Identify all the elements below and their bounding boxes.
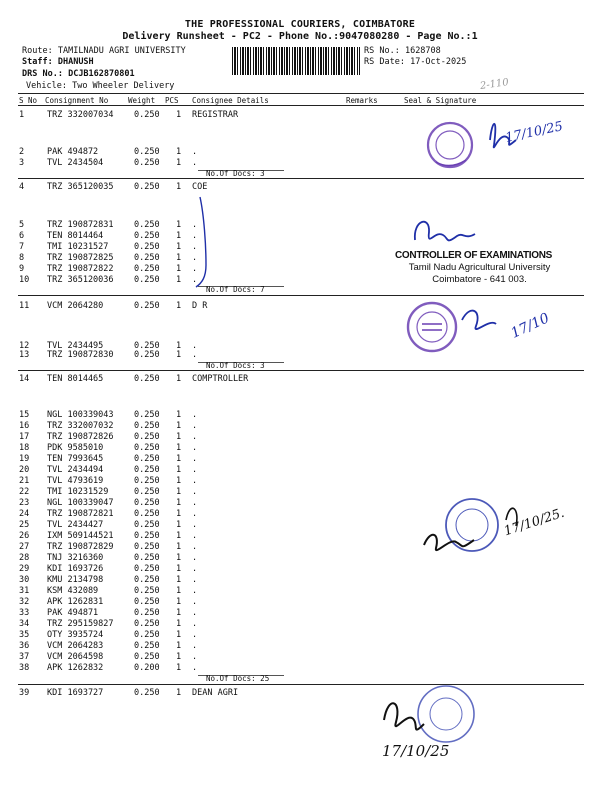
row-consignee: . bbox=[192, 553, 198, 563]
handwritten-date: 17/10/25 bbox=[382, 742, 450, 760]
rs-date-label: RS Date: bbox=[364, 57, 405, 67]
row-consignee: . bbox=[192, 275, 198, 285]
row-sno: 18 bbox=[19, 443, 30, 453]
row-sno: 4 bbox=[19, 182, 25, 192]
row-weight: 0.250 bbox=[134, 454, 160, 464]
row-weight: 0.250 bbox=[134, 350, 160, 360]
row-consignment-no: TVL 4793619 bbox=[47, 476, 104, 486]
row-weight: 0.250 bbox=[134, 147, 160, 157]
row-sno: 22 bbox=[19, 487, 30, 497]
col-consignee: Consignee Details bbox=[192, 96, 269, 105]
row-pcs: 1 bbox=[176, 264, 182, 274]
row-weight: 0.250 bbox=[134, 110, 160, 120]
row-consignee: COE bbox=[192, 182, 208, 192]
row-pcs: 1 bbox=[176, 476, 182, 486]
row-consignment-no: TMI 10231527 bbox=[47, 242, 109, 252]
row-sno: 17 bbox=[19, 432, 30, 442]
row-weight: 0.200 bbox=[134, 663, 160, 673]
rs-no-value: 1628708 bbox=[404, 46, 441, 56]
row-sno: 27 bbox=[19, 542, 30, 552]
row-pcs: 1 bbox=[176, 586, 182, 596]
row-consignment-no: TRZ 332007032 bbox=[47, 421, 114, 431]
row-pcs: 1 bbox=[176, 110, 182, 120]
row-consignee: . bbox=[192, 465, 198, 475]
row-consignee: . bbox=[192, 242, 198, 252]
row-consignment-no: TRZ 295159827 bbox=[47, 619, 114, 629]
row-sno: 26 bbox=[19, 531, 30, 541]
vehicle-line bbox=[26, 81, 174, 91]
row-pcs: 1 bbox=[176, 608, 182, 618]
row-consignee: . bbox=[192, 432, 198, 442]
row-sno: 29 bbox=[19, 564, 30, 574]
route-line bbox=[22, 46, 186, 56]
row-sno: 20 bbox=[19, 465, 30, 475]
row-pcs: 1 bbox=[176, 374, 182, 384]
row-sno: 2 bbox=[19, 147, 25, 157]
col-remarks: Remarks bbox=[346, 96, 378, 105]
row-weight: 0.250 bbox=[134, 487, 160, 497]
row-pcs: 1 bbox=[176, 619, 182, 629]
row-consignee: D R bbox=[192, 301, 208, 311]
row-consignee: . bbox=[192, 586, 198, 596]
route-label: Route: bbox=[22, 46, 53, 56]
row-sno: 6 bbox=[19, 231, 25, 241]
row-sno: 11 bbox=[19, 301, 30, 311]
row-pcs: 1 bbox=[176, 465, 182, 475]
row-weight: 0.250 bbox=[134, 586, 160, 596]
row-pcs: 1 bbox=[176, 220, 182, 230]
row-pcs: 1 bbox=[176, 350, 182, 360]
row-pcs: 1 bbox=[176, 301, 182, 311]
row-consignment-no: TRZ 365120036 bbox=[47, 275, 114, 285]
row-pcs: 1 bbox=[176, 341, 182, 351]
row-pcs: 1 bbox=[176, 443, 182, 453]
row-sno: 24 bbox=[19, 509, 30, 519]
rs-no-label: RS No.: bbox=[364, 46, 400, 56]
row-pcs: 1 bbox=[176, 231, 182, 241]
row-consignee: . bbox=[192, 575, 198, 585]
drs-line bbox=[22, 69, 135, 79]
row-sno: 23 bbox=[19, 498, 30, 508]
row-weight: 0.250 bbox=[134, 553, 160, 563]
row-consignment-no: TMI 10231529 bbox=[47, 487, 109, 497]
rs-date-line bbox=[364, 57, 466, 67]
row-consignment-no: TRZ 190872825 bbox=[47, 253, 114, 263]
row-sno: 15 bbox=[19, 410, 30, 420]
row-consignee: . bbox=[192, 520, 198, 530]
row-weight: 0.250 bbox=[134, 264, 160, 274]
staff-line bbox=[22, 57, 94, 67]
row-consignment-no: TNJ 3216360 bbox=[47, 553, 104, 563]
row-consignee: . bbox=[192, 341, 198, 351]
row-pcs: 1 bbox=[176, 275, 182, 285]
row-consignee: . bbox=[192, 652, 198, 662]
col-weight: Weight bbox=[128, 96, 156, 105]
row-sno: 33 bbox=[19, 608, 30, 618]
row-consignee: DEAN AGRI bbox=[192, 688, 239, 698]
row-sno: 28 bbox=[19, 553, 30, 563]
row-weight: 0.250 bbox=[134, 301, 160, 311]
row-sno: 9 bbox=[19, 264, 25, 274]
row-weight: 0.250 bbox=[134, 688, 160, 698]
row-consignment-no: VCM 2064598 bbox=[47, 652, 104, 662]
row-sno: 35 bbox=[19, 630, 30, 640]
handwritten-date: 17/10 bbox=[508, 310, 552, 342]
row-consignee: . bbox=[192, 564, 198, 574]
row-consignee: COMPTROLLER bbox=[192, 374, 249, 384]
row-consignment-no: VCM 2064280 bbox=[47, 301, 104, 311]
row-consignee: . bbox=[192, 498, 198, 508]
comptroller-stamp-signature bbox=[420, 490, 570, 570]
row-pcs: 1 bbox=[176, 498, 182, 508]
row-pcs: 1 bbox=[176, 147, 182, 157]
row-consignment-no: KMU 2134798 bbox=[47, 575, 104, 585]
row-weight: 0.250 bbox=[134, 421, 160, 431]
row-weight: 0.250 bbox=[134, 509, 160, 519]
doc-count: No.Of Docs: 25 bbox=[206, 674, 270, 683]
row-sno: 3 bbox=[19, 158, 25, 168]
row-consignment-no: TRZ 190872821 bbox=[47, 509, 114, 519]
route-value: TAMILNADU AGRI UNIVERSITY bbox=[57, 46, 186, 56]
col-consignment: Consignment No bbox=[45, 96, 109, 105]
row-sno: 34 bbox=[19, 619, 30, 629]
row-consignment-no: TVL 2434427 bbox=[47, 520, 104, 530]
row-consignee: . bbox=[192, 350, 198, 360]
row-pcs: 1 bbox=[176, 487, 182, 497]
row-weight: 0.250 bbox=[134, 410, 160, 420]
vehicle-value: Two Wheeler Delivery bbox=[72, 81, 175, 91]
row-consignment-no: TRZ 190872829 bbox=[47, 542, 114, 552]
header-top-rule bbox=[18, 93, 584, 94]
row-weight: 0.250 bbox=[134, 476, 160, 486]
row-pcs: 1 bbox=[176, 597, 182, 607]
row-weight: 0.250 bbox=[134, 253, 160, 263]
row-consignment-no: TVL 2434495 bbox=[47, 341, 104, 351]
row-pcs: 1 bbox=[176, 688, 182, 698]
vehicle-label: Vehicle: bbox=[26, 81, 67, 91]
row-consignee: . bbox=[192, 158, 198, 168]
row-weight: 0.250 bbox=[134, 520, 160, 530]
row-pcs: 1 bbox=[176, 531, 182, 541]
row-consignment-no: APK 1262831 bbox=[47, 597, 104, 607]
row-sno: 38 bbox=[19, 663, 30, 673]
row-consignment-no: TVL 2434504 bbox=[47, 158, 104, 168]
row-consignment-no: NGL 100339043 bbox=[47, 410, 114, 420]
row-consignment-no: TRZ 190872830 bbox=[47, 350, 114, 360]
row-consignee: . bbox=[192, 443, 198, 453]
coe-signature bbox=[405, 210, 485, 255]
row-consignee: . bbox=[192, 476, 198, 486]
row-consignment-no: PAK 494872 bbox=[47, 147, 99, 157]
row-consignment-no: TRZ 365120035 bbox=[47, 182, 114, 192]
row-weight: 0.250 bbox=[134, 158, 160, 168]
row-consignment-no: TRZ 332007034 bbox=[47, 110, 114, 120]
coe-stamp-line2: Coimbatore - 641 003. bbox=[432, 274, 527, 285]
handwritten-date: 17/10/25 bbox=[504, 119, 565, 146]
doc-count: No.Of Docs: 7 bbox=[206, 285, 265, 294]
row-consignee: . bbox=[192, 253, 198, 263]
row-weight: 0.250 bbox=[134, 597, 160, 607]
row-consignee: . bbox=[192, 487, 198, 497]
row-sno: 14 bbox=[19, 374, 30, 384]
row-consignment-no: PDK 9585010 bbox=[47, 443, 104, 453]
row-consignee: . bbox=[192, 509, 198, 519]
col-seal: Seal & Signature bbox=[404, 96, 477, 105]
doc-count: No.Of Docs: 3 bbox=[206, 361, 265, 370]
coe-bracket-mark bbox=[192, 195, 214, 290]
coe-stamp-title: CONTROLLER OF EXAMINATIONS bbox=[395, 250, 553, 261]
row-consignment-no: TRZ 190872831 bbox=[47, 220, 114, 230]
dean-stamp-signature bbox=[378, 680, 498, 750]
row-sno: 25 bbox=[19, 520, 30, 530]
row-pcs: 1 bbox=[176, 630, 182, 640]
row-consignment-no: IXM 509144521 bbox=[47, 531, 114, 541]
row-pcs: 1 bbox=[176, 652, 182, 662]
row-pcs: 1 bbox=[176, 410, 182, 420]
runsheet-subtitle: Delivery Runsheet - PC2 - Phone No.:9047080280 - Page No.:1 bbox=[122, 31, 478, 42]
row-pcs: 1 bbox=[176, 575, 182, 585]
row-consignment-no: TEN 8014465 bbox=[47, 374, 104, 384]
row-weight: 0.250 bbox=[134, 652, 160, 662]
row-consignment-no: TEN 8014464 bbox=[47, 231, 104, 241]
row-pcs: 1 bbox=[176, 182, 182, 192]
row-pcs: 1 bbox=[176, 520, 182, 530]
header-bottom-rule bbox=[18, 105, 584, 106]
row-consignee: . bbox=[192, 220, 198, 230]
row-weight: 0.250 bbox=[134, 498, 160, 508]
row-consignee: . bbox=[192, 410, 198, 420]
row-sno: 30 bbox=[19, 575, 30, 585]
row-consignee: . bbox=[192, 264, 198, 274]
drs-value: DCJB162870801 bbox=[68, 69, 135, 79]
group-rule bbox=[18, 370, 584, 371]
row-weight: 0.250 bbox=[134, 630, 160, 640]
rs-date-value: 17-Oct-2025 bbox=[410, 57, 467, 67]
row-sno: 1 bbox=[19, 110, 25, 120]
row-weight: 0.250 bbox=[134, 432, 160, 442]
row-sno: 16 bbox=[19, 421, 30, 431]
corner-note: 2-110 bbox=[479, 77, 510, 92]
row-weight: 0.250 bbox=[134, 443, 160, 453]
row-sno: 32 bbox=[19, 597, 30, 607]
row-pcs: 1 bbox=[176, 158, 182, 168]
row-consignment-no: KDI 1693726 bbox=[47, 564, 104, 574]
row-pcs: 1 bbox=[176, 641, 182, 651]
row-pcs: 1 bbox=[176, 564, 182, 574]
row-pcs: 1 bbox=[176, 542, 182, 552]
row-pcs: 1 bbox=[176, 432, 182, 442]
row-consignee: . bbox=[192, 630, 198, 640]
row-weight: 0.250 bbox=[134, 341, 160, 351]
row-consignee: . bbox=[192, 619, 198, 629]
row-consignment-no: TEN 7993645 bbox=[47, 454, 104, 464]
row-consignee: . bbox=[192, 454, 198, 464]
staff-label: Staff: bbox=[22, 57, 53, 67]
row-consignment-no: PAK 494871 bbox=[47, 608, 99, 618]
row-consignment-no: TRZ 190872822 bbox=[47, 264, 114, 274]
row-sno: 31 bbox=[19, 586, 30, 596]
row-weight: 0.250 bbox=[134, 465, 160, 475]
row-consignee: . bbox=[192, 641, 198, 651]
rs-no-line bbox=[364, 46, 441, 56]
col-pcs: PCS bbox=[165, 96, 179, 105]
row-pcs: 1 bbox=[176, 454, 182, 464]
row-sno: 37 bbox=[19, 652, 30, 662]
row-pcs: 1 bbox=[176, 663, 182, 673]
row-sno: 7 bbox=[19, 242, 25, 252]
row-weight: 0.250 bbox=[134, 242, 160, 252]
row-consignment-no: KDI 1693727 bbox=[47, 688, 104, 698]
doc-count: No.Of Docs: 3 bbox=[206, 169, 265, 178]
row-sno: 19 bbox=[19, 454, 30, 464]
row-pcs: 1 bbox=[176, 253, 182, 263]
row-weight: 0.250 bbox=[134, 182, 160, 192]
row-sno: 8 bbox=[19, 253, 25, 263]
coe-stamp-line1: Tamil Nadu Agricultural University bbox=[408, 262, 551, 273]
row-weight: 0.250 bbox=[134, 619, 160, 629]
registrar-stamp-signature bbox=[420, 110, 570, 180]
row-sno: 21 bbox=[19, 476, 30, 486]
row-pcs: 1 bbox=[176, 553, 182, 563]
drs-label: DRS No.: bbox=[22, 69, 63, 79]
company-title: THE PROFESSIONAL COURIERS, COIMBATORE bbox=[184, 19, 416, 30]
row-consignee: . bbox=[192, 542, 198, 552]
row-pcs: 1 bbox=[176, 421, 182, 431]
row-consignee: . bbox=[192, 608, 198, 618]
row-weight: 0.250 bbox=[134, 542, 160, 552]
row-consignment-no: TVL 2434494 bbox=[47, 465, 104, 475]
row-consignment-no: TRZ 190872826 bbox=[47, 432, 114, 442]
row-sno: 39 bbox=[19, 688, 30, 698]
row-consignment-no: APK 1262832 bbox=[47, 663, 104, 673]
row-weight: 0.250 bbox=[134, 531, 160, 541]
row-weight: 0.250 bbox=[134, 275, 160, 285]
row-sno: 13 bbox=[19, 350, 30, 360]
row-weight: 0.250 bbox=[134, 575, 160, 585]
staff-value: DHANUSH bbox=[57, 57, 94, 67]
row-sno: 10 bbox=[19, 275, 30, 285]
row-consignee: . bbox=[192, 147, 198, 157]
row-consignee: . bbox=[192, 421, 198, 431]
col-sno: S No bbox=[19, 96, 38, 105]
row-sno: 5 bbox=[19, 220, 25, 230]
handwritten-date: 17/10/25. bbox=[502, 505, 567, 540]
row-consignee: . bbox=[192, 231, 198, 241]
row-pcs: 1 bbox=[176, 242, 182, 252]
row-consignee: . bbox=[192, 663, 198, 673]
group-rule bbox=[18, 684, 584, 685]
row-weight: 0.250 bbox=[134, 608, 160, 618]
row-pcs: 1 bbox=[176, 509, 182, 519]
row-weight: 0.250 bbox=[134, 374, 160, 384]
row-weight: 0.250 bbox=[134, 231, 160, 241]
row-consignment-no: KSM 432089 bbox=[47, 586, 99, 596]
row-consignment-no: OTY 3935724 bbox=[47, 630, 104, 640]
row-consignee: REGISTRAR bbox=[192, 110, 239, 120]
row-sno: 12 bbox=[19, 341, 30, 351]
row-consignment-no: NGL 100339047 bbox=[47, 498, 114, 508]
barcode bbox=[232, 47, 360, 75]
row-weight: 0.250 bbox=[134, 220, 160, 230]
row-weight: 0.250 bbox=[134, 641, 160, 651]
row-sno: 36 bbox=[19, 641, 30, 651]
row-weight: 0.250 bbox=[134, 564, 160, 574]
row-consignee: . bbox=[192, 531, 198, 541]
row-consignee: . bbox=[192, 597, 198, 607]
row-consignment-no: VCM 2064283 bbox=[47, 641, 104, 651]
